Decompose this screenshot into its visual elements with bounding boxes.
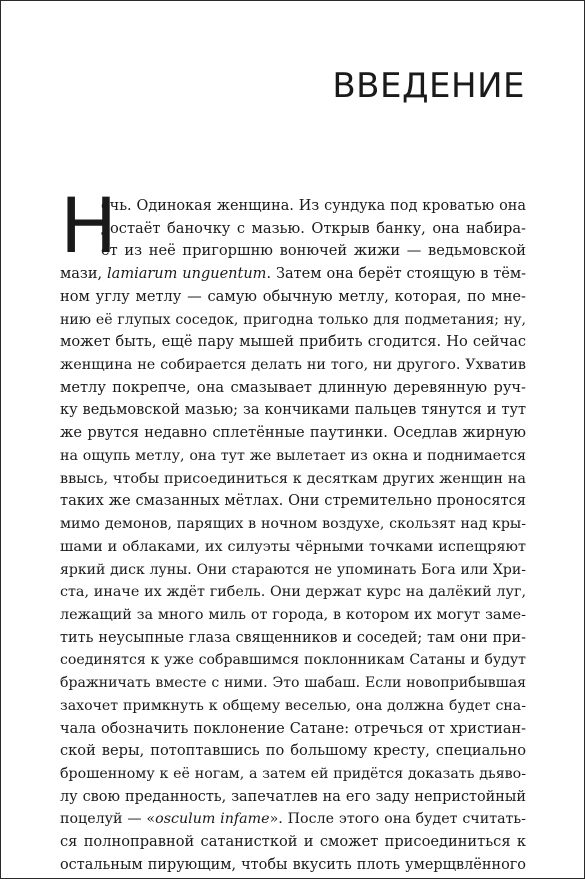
text-line: лу свою преданность, запечатлев на его заду непристойный: [60, 788, 526, 805]
text-line: ет из неё пригоршню вонючей жижи — ведьмовской: [101, 242, 526, 260]
text-line: бражничать вместе с ними. Это шабаш. Если новоприбывшая: [60, 675, 526, 692]
text-line: ном углу метлу — самую обычную метлу, которая, по мне-: [60, 287, 526, 305]
text-segment: мази,: [60, 266, 108, 283]
italic-term: lamiarum unguentum: [107, 266, 267, 283]
text-line: таких же смазанных мётлах. Они стремительно проносятся: [60, 492, 526, 510]
text-line: остальным пирующим, чтобы вкусить плоть умерщвлённого: [60, 856, 526, 873]
text-segment: ». После этого она будет считать-: [269, 811, 526, 828]
text-line: тить неусыпные глаза священников и соседей; там они при-: [60, 629, 526, 646]
body-paragraph: [60, 195, 526, 877]
chapter-title: ВВЕДЕНИЕ: [332, 66, 525, 106]
text-line: достаёт баночку с мазью. Открыв банку, она набира-: [101, 219, 526, 237]
text-line: метлу покрепче, она смазывает длинную деревянную руч-: [60, 378, 526, 396]
text-line: чала обозначить поклонение Сатане: отречься от христиан-: [60, 720, 526, 737]
text-line: на ощупь метлу, она тут же вылетает из окна и поднимается: [60, 447, 526, 464]
text-line: ввысь, чтобы присоединиться к десяткам других женщин на: [60, 470, 526, 487]
text-line: захочет примкнуть к общему веселью, она должна будет сна-: [60, 697, 526, 714]
text-line: ся полноправной сатанисткой и сможет присоединиться к: [60, 833, 526, 851]
text-line: лежащий за много миль от города, в котором их могут заме-: [60, 606, 526, 623]
text-line: ку ведьмовской мазью; за кончиками пальцев тянутся и тут: [60, 402, 526, 419]
text-line: женщина не собирается делать ни того, ни другого. Ухватив: [60, 357, 526, 374]
text-line: соединятся к уже собравшимся поклонникам Сатаны и будут: [60, 652, 526, 669]
text-line: же рвутся недавно сплетённые паутинки. Оседлав жирную: [60, 424, 526, 442]
text-line: мимо демонов, парящих в ночном воздухе, скользят над кры-: [60, 516, 526, 533]
text-line: ской веры, потоптавшись по большому кресту, специально: [60, 742, 526, 760]
italic-term: osculum infame: [155, 811, 270, 828]
text-line: брошенному к её ногам, а затем ей придётся доказать дьяво-: [60, 765, 526, 782]
text-line: нию её глупых соседок, пригодна только для подметания; ну,: [60, 311, 526, 328]
text-line: шами и облаками, их силуэты чёрными точками испещряют: [60, 538, 526, 555]
text-line: очь. Одинокая женщина. Из сундука под кроватью она: [101, 198, 526, 214]
text-segment: поцелуй — «: [60, 811, 156, 828]
text-segment: . Затем она берёт стоящую в тём-: [266, 266, 526, 283]
text-line: может быть, ещё пару мышей прибить сгодится. Но сейчас: [60, 333, 526, 351]
text-line: яркий диск луны. Они стараются не упоминать Бога или Хри-: [60, 561, 526, 578]
text-line: [60, 808, 526, 831]
drop-cap: Н: [60, 181, 118, 270]
text-line: [60, 263, 526, 286]
text-line: ста, иначе их ждёт гибель. Они держат курс на далёкий луг,: [60, 584, 526, 601]
